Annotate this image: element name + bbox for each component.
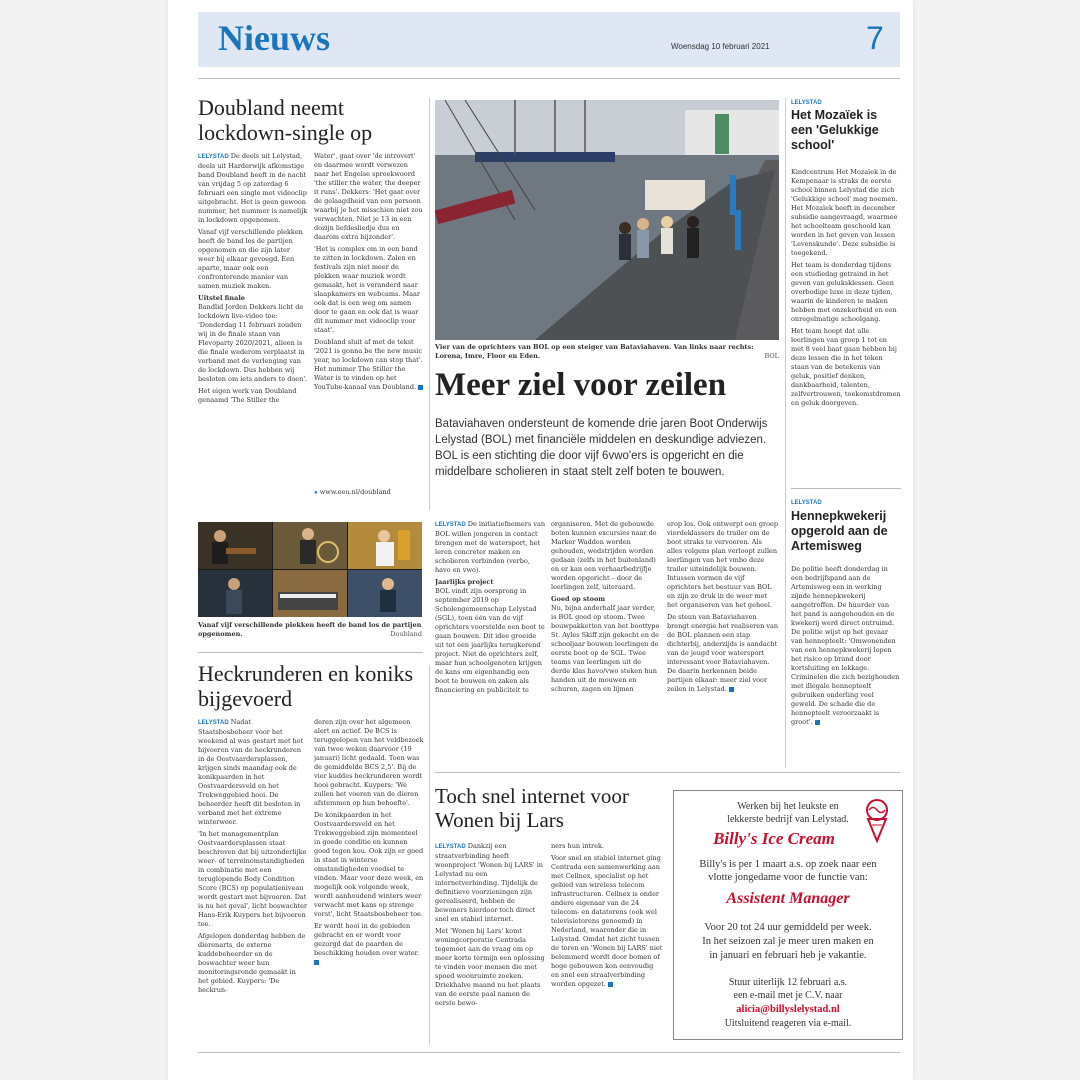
internet-col1: LELYSTAD Dankzij een straatverbinding heeft woonproject 'Wonen bij LARS' in Lelystad nu een internetverbinding. Tijdelijk de definitieve voorzieningen zijn gerealiseerd, hebben de bewoners hierdoor toch direct snel en stabiel internet. Met 'Wonen bij Lars' komt woningcorporatie Centrada tegemoet aan de vraag om op meer korte termijn een oplossing te vinden voor mensen die met spoed woonruimte zoeken. Driekhalve maand nu het plaats van de eerste paal namen de eerste bewo- (435, 842, 545, 1007)
article-rule (791, 488, 901, 489)
section-header (198, 12, 900, 67)
column-divider (429, 665, 430, 1045)
internet-headline: Toch snel internet voor Wonen bij Lars (435, 784, 629, 833)
doubland-caption: Vanaf vijf verschillende plekken heeft de band los de partijen opgenomen. Doubland (198, 621, 422, 638)
billys-advertisement (673, 790, 903, 1040)
end-mark (608, 982, 613, 987)
zeilen-headline: Meer ziel voor zeilen (435, 367, 727, 403)
heck-col1: LELYSTAD Nadat Staatsbosbeheer voor het weekend al was gestart met het bijvoeren van de heckrunderen in de Oostvaardersplassen, krijgen sinds maandag ook de konikpaarden in het Oostvaardersveld en het Trekweggebied hooi. De beheerder heeft dit besloten in verband met het extreme winterweer. 'In het managementplan Oostvaardersplassen staat beschreven dat bij uitzonderlijke weer- of terreinomstandigheden in combinatie met een teruglopende Body Condition Score (BCS) op populatieniveau wordt gestart met bijvoeren. Dat is nu het geval', licht boswachter Hans-Erik Kuypers het bijvoeren toe. Afgelopen donderdag hebben de dierenarts, de externe kuddebeheerder en de boswachter weer hun monitoringsronde gemaakt in het gebied. Kuypers: 'De heckrun- (198, 718, 308, 994)
band-collage-illustration (198, 522, 422, 617)
end-mark (815, 720, 820, 725)
ad-apply2: een e-mail met je C.V. naar (733, 990, 843, 1001)
ad-apply1: Stuur uiterlijk 12 februari a.s. (728, 977, 848, 988)
internet-col2: ners hun intrek. Voor snel en stabiel internet ging Centrada een samenwerking aan met Cellnex, specialist op het gebied van wireless telecom infrastructuren. Cellnex is onder andere eigenaar van de 24 telecom- en datatorens (ook wel televisietorens genoemd) in Nederland, waaronder die in Lelystad. Omdat het zicht tussen de toren en 'Wonen bij LARS' niet belemmerd wordt door bomen of hoge gebouwen kon eenvoudig en snel een straalverbinding worden opgezet. (551, 842, 663, 988)
heck-kicker: LELYSTAD (198, 720, 229, 726)
web-link-icon: ● (314, 490, 318, 496)
doubland-photo-credit: Doubland (390, 630, 422, 638)
end-mark (418, 385, 423, 390)
hennep-headline: Hennepkwekerij opgerold aan de Artemisweg (791, 509, 888, 553)
issue-date: Woensdag 10 februari 2021 (671, 42, 770, 51)
ad-body2: vlotte jongedame voor de functie van: (708, 872, 868, 883)
ad-role: Assistent Manager (726, 890, 850, 907)
harbour-photo-credit: BOL (764, 352, 779, 360)
ad-body1: Billy's is per 1 maart a.s. op zoek naar een (699, 859, 877, 870)
hennep-kicker: LELYSTAD (791, 500, 822, 506)
article-rule (198, 652, 423, 653)
zeilen-kicker: LELYSTAD (435, 522, 466, 528)
mozaiek-kicker: LELYSTAD (791, 100, 822, 106)
end-mark (729, 687, 734, 692)
header-rule (198, 78, 900, 79)
doubland-kicker: LELYSTAD (198, 154, 229, 160)
zeilen-col3: erop los. Ook ontwerpt een groep vierdeklassers de trailer om de boot straks te vervoeren. Als alles volgens plan verloopt zullen leerlingen van het vmbo deze trailer uiteindelijk bouwen. Intussen vormen de vijf oprichters het bestuur van BOL en zijn ze druk in de weer met het organiseren van het geheel. De steun van Bataviahaven brengt energie het realiseren van de BOL plannen een stap dichterbij, anderzijds is aandacht van de jeugd voor watersport interessant voor Bataviahaven. De daarin herkennen beide partijen elkaar: meer ziel voor zeilen in Lelystad. (667, 520, 779, 693)
page-number: 7 (866, 20, 884, 56)
article-rule (435, 772, 900, 773)
harbour-caption: Vier van de oprichters van BOL op een steiger van Bataviahaven. Van links naar rechts: Lorena, Imre, Floor en Eden. BOL (435, 343, 779, 360)
end-mark (314, 960, 319, 965)
zeilen-col2: organiseren. Met de gebouwde boten kunnen excursies naar de Marker Wadden worden gehouden, wedstrijden worden gedaan (zelfs in het buitenland) en er kan een verhaarbedrijfje worden opgericht – door de leerlingen zelf, uiteraard. Goed op stoom Nu, bijna anderhalf jaar verder, is BOL goed op stoom. Twee bouwpakketten van het boottype St. Ayles Skiff zijn gekocht en de schooljaar bouwen leerlingen de eerste boot op de SGL. Twee teams van leerlingen uit de derde klas havo/vwo steken hun handen uit de mouwen en schuren, zagen en lijmen (551, 520, 660, 693)
section-title: Nieuws (218, 18, 331, 58)
ad-brand: Billy's Ice Cream (713, 829, 835, 848)
ad-line1: Werken bij het leukste en (737, 801, 839, 812)
heck-col2: deren zijn over het algemeen alert en actief. De BCS is teruggelopen van het veldbezoek van twee weken daarvoor (19 januari) licht gedaald. Toen was de gemiddelde BCS 2,5'. Bij de vier kuddes heckrunderen wordt hooi gebracht. Kuypers: 'We zullen het voeren van de dieren afstemmen op hun behoefte'. De konikpaarden in het Oostvaardersveld en het Trekweggebied zijn momenteel in goede conditie en kunnen goed tegen kou. Ook zijn er goed in staat in winterse omstandigheden voedsel te vinden. Maar voor deze week, en mogelijk ook volgende week, wordt aanhoudend winters weer verwacht met kans op strenge vorst', licht Staatsbosbeheer toe. Er wordt hooi in de gebieden gebracht en er wordt voor gezorgd dat de paarden de beschikking houden over water. (314, 718, 424, 1043)
footer-rule (198, 1052, 900, 1053)
ad-hours2: In het seizoen zal je meer uren maken en (702, 936, 874, 947)
doubland-headline: Doubland neemt lockdown-single op (198, 95, 373, 146)
ad-email-link[interactable]: alicia@billyslelystad.nl (736, 1004, 840, 1015)
harbour-photo (435, 100, 779, 340)
ice-cream-icon (860, 797, 894, 843)
mozaiek-headline: Het Mozaïek is een 'Gelukkige school' (791, 108, 879, 152)
doubland-web-link[interactable]: ● www.eeu.nl/doubland (314, 488, 391, 496)
ad-hours3: in januari en februari heb je vakantie. (709, 950, 867, 961)
zeilen-col1: LELYSTAD De initiatiefnemers van BOL willen jongeren in contact brengen met de watersport, het leren concreter maken en scholieren verbinden (verbo, havo en vwo). Jaarlijks project BOL vindt zijn oorsprong in september 2019 op Scholengemeenschap Lelystad (SGL), toen één van de vijf oprichters voorstelde een boot te gaan bouwen. Dit idee groeide uit tot een jaarlijks terugkerend project. Niet de oprichters zelf, maar hun schoolgenoten krijgen de kans om eigenhandig een boot te bouwen en zaken als financiering en publiciteit te (435, 520, 545, 694)
newspaper-page (168, 0, 913, 1080)
doubland-photo (198, 522, 422, 617)
harbour-illustration (435, 100, 779, 340)
doubland-col1: LELYSTAD De deels uit Lelystad, deels uit Harderwijk afkomstige band Doubland heeft in de nacht van vrijdag 5 op zaterdag 6 februari een single met videoclip uitgebracht. Het is geen gewoon nummer, het nummer is namelijk in lockdown opgenomen. Vanaf vijf verschillende plekken heeft de band los de partijen opgenomen en die zijn later weer bij elkaar gevoegd. Een aparte, maar ook een confronterende manier van samen muziek maken. Uitstel finale Bandlid Jorden Dekkers licht de lockdown live-video toe: 'Donderdag 11 februari zouden wij in de finale staan van Flevoparty 2020/2021, alleen is die finale wederom verplaatst in verband met de verlenging van de lockdown. Dus hebben wij besloten om iets anders te doen'. Het eigen werk van Doubland genaamd 'The Stiller the (198, 152, 308, 404)
ad-hours1: Voor 20 tot 24 uur gemiddeld per week. (704, 922, 872, 933)
heck-headline: Heckrunderen en koniks bijgevoerd (198, 661, 414, 712)
column-divider (429, 98, 430, 510)
zeilen-intro: Bataviahaven ondersteunt de komende drie jaren Boot Onderwijs Lelystad (BOL) met financiële middelen en deskundige adviezen. BOL is een stichting die door vijf 6vwo'ers is opgericht en die middelbare scholieren in staat stelt zelf boten te bouwen. (435, 418, 768, 478)
mozaiek-body: Kindcentrum Het Mozaïek in de Kempenaar is straks de eerste school binnen Lelystad die zich 'Gelukkige school' mag noemen. Het Mozaïek heeft in december subsidie aangevraagd, waarmee het schoolteam geschoold kan worden in het geven van lessen 'Levenskunde'. Deze subsidie is toegekend. Het team is donderdag tijdens een studiedag getraind in het geven van geluksklessen. Geen overbodige luxe in deze tijden, waarin de kinderen te maken hebben met onzekerheid en een onregelmatige schoolgang. Het team hoopt dat alle leerlingen van groep 1 tot en met 8 veel baat gaan hebben bij deze lessen die in het teken staan van de betekenis van geluk, positief denken, dankbaarheid, talenten, zelfvertrouwen, toekomstdromen en geluk doorgeven. (791, 168, 901, 407)
ad-apply3: Uitsluitend reageren via e-mail. (724, 1018, 852, 1029)
column-divider (785, 98, 786, 768)
ad-line2: lekkerste bedrijf van Lelystad. (727, 814, 849, 825)
doubland-col2: Water', gaat over 'de introvert' en daarmee wordt verwezen naar het Engelse spreekwoord 'the stiller the water, the deeper it runs'. Dekkers: 'Het gaat over de gelaagdheid van een persoon waarbij je het misschien niet zou verwachten. Niet je 13 in een dozijn liefdesliedje dus en daarom extra bijzonder'. 'Het is complex om in een band te zitten in lockdown. Zalen en festivals zijn niet meer de plekken waar muziek wordt gemaakt, het is veranderd naar slaapkamers en webcams. Maar ook dat is een weg om samen door te gaan en ook dat is waar dit nummer met videoclip voor staat'. Doubland sluit af met de tekst '2021 is gonna be the new music year, no lockdown can stop that'. Het nummer The Stiller the Water is te vinden op het YouTube-kanaal van Doubland. (314, 152, 423, 391)
hennep-body: De politie heeft donderdag in een bedrijfspand aan de Artemisweg een in werking zijnde hennepkwekerij aangetroffen. De huurder van het pand is aangehouden en de kwekerij werd direct ontruimd. De politie wijst op het gevaar van hennepteelt: 'Omwonenden van een hennepkwekerij lopen het risico op brand door kortsluiting en lekkage. Criminelen die zich bezighouden met illegale hennepteelt gebruiken onderling veel geweld. De schade die de hennepteelt veroorzaakt is groot'. (791, 565, 900, 726)
internet-kicker: LELYSTAD (435, 844, 466, 850)
